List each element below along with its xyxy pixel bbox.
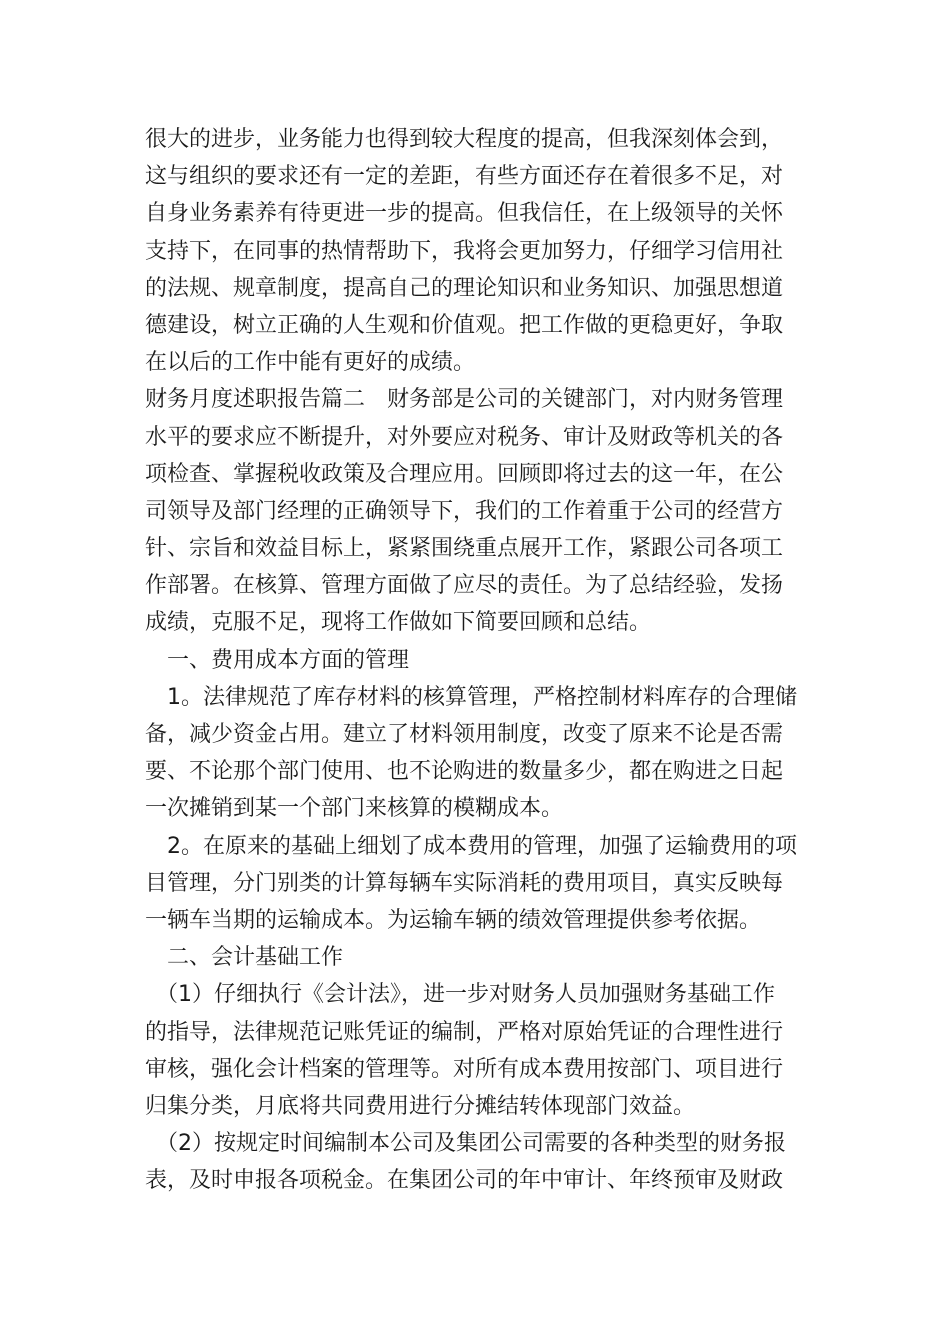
text-line: 成绩，克服不足，现将工作做如下简要回顾和总结。 <box>145 610 652 636</box>
text-line: 一辆车当期的运输成本。为运输车辆的绩效管理提供参考依据。 <box>145 907 762 933</box>
heading-line: 二、会计基础工作 <box>145 945 344 971</box>
text-line: 的法规、规章制度，提高自己的理论知识和业务知识、加强思想道 <box>145 275 784 301</box>
text-line: 一次摊销到某一个部门来核算的模糊成本。 <box>145 796 564 822</box>
text-line: 水平的要求应不断提升，对外要应对税务、审计及财政等机关的各 <box>145 424 784 450</box>
text-line: 作部署。在核算、管理方面做了应尽的责任。为了总结经验，发扬 <box>145 573 784 599</box>
text-line: （1）仔细执行《会计法》，进一步对财务人员加强财务基础工作 <box>145 982 775 1008</box>
text-line: （2）按规定时间编制本公司及集团公司需要的各种类型的财务报 <box>145 1131 786 1157</box>
heading-line: 一、费用成本方面的管理 <box>145 647 410 673</box>
text-line: 自身业务素养有待更进一步的提高。但我信任，在上级领导的关怀 <box>145 201 784 227</box>
text-line: 很大的进步，业务能力也得到较大程度的提高，但我深刻体会到， <box>145 127 784 152</box>
text-line: 针、宗旨和效益目标上，紧紧围绕重点展开工作，紧跟公司各项工 <box>145 536 784 562</box>
text-line: 司领导及部门经理的正确领导下，我们的工作着重于公司的经营方 <box>145 498 784 524</box>
text-line: 在以后的工作中能有更好的成绩。 <box>145 350 476 376</box>
text-line: 这与组织的要求还有一定的差距，有些方面还存在着很多不足，对 <box>145 164 784 190</box>
text-line: 2。在原来的基础上细划了成本费用的管理，加强了运输费用的项 <box>145 833 797 859</box>
text-line: 1。法律规范了库存材料的核算管理，严格控制材料库存的合理储 <box>145 684 797 710</box>
section-title-line: 财务月度述职报告篇二 财务部是公司的关键部门，对内财务管理 <box>145 387 784 413</box>
text-line: 的指导，法律规范记账凭证的编制，严格对原始凭证的合理性进行 <box>145 1019 784 1045</box>
text-line: 备，减少资金占用。建立了材料领用制度，改变了原来不论是否需 <box>145 722 784 747</box>
text-line: 表，及时申报各项税金。在集团公司的年中审计、年终预审及财政 <box>145 1168 784 1194</box>
text-line: 审核，强化会计档案的管理等。对所有成本费用按部门、项目进行 <box>145 1056 784 1082</box>
document-body <box>145 121 807 1199</box>
text-line: 要、不论那个部门使用、也不论购进的数量多少，都在购进之日起 <box>145 759 784 785</box>
text-line: 支持下，在同事的热情帮助下，我将会更加努力，仔细学习信用社 <box>145 238 784 264</box>
text-line: 项检查、掌握税收政策及合理应用。回顾即将过去的这一年，在公 <box>145 461 784 487</box>
text-line: 德建设，树立正确的人生观和价值观。把工作做的更稳更好，争取 <box>145 312 784 338</box>
text-line: 目管理，分门别类的计算每辆车实际消耗的费用项目，真实反映每 <box>145 870 784 896</box>
text-line: 归集分类，月底将共同费用进行分摊结转体现部门效益。 <box>145 1093 696 1119</box>
